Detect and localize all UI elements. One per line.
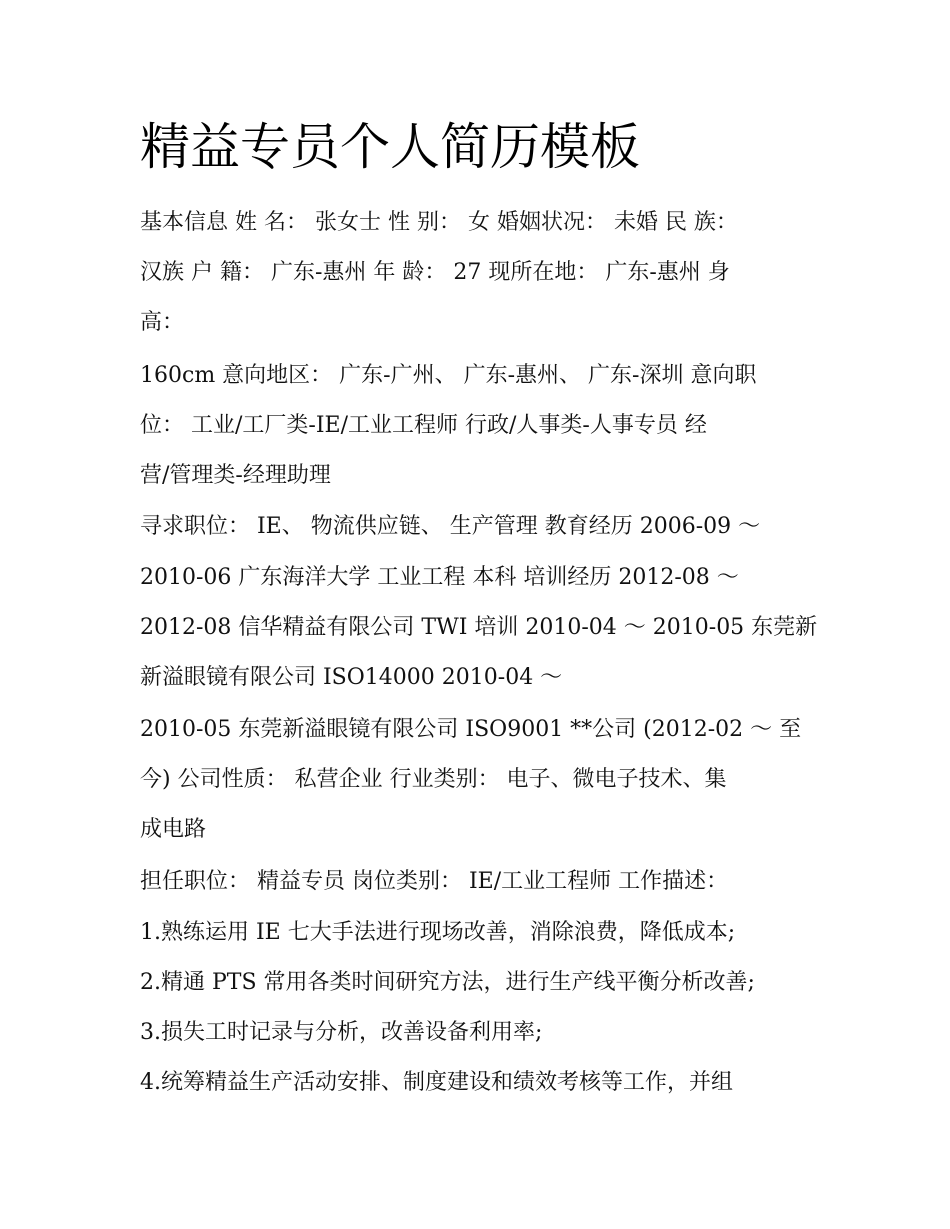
text-line: 担任职位： 精益专员 岗位类别： IE/工业工程师 工作描述：	[140, 869, 729, 894]
text-line: 2010-06 广东海洋大学 工业工程 本科 培训经历 2012-08 ～	[140, 565, 739, 590]
text-line: 4.统筹精益生产活动安排、制度建设和绩效考核等工作，并组	[140, 1070, 733, 1095]
text-line: 成电路	[140, 817, 207, 842]
text-line: 1.熟练运用 IE 七大手法进行现场改善，消除浪费，降低成本;	[140, 920, 736, 945]
text-line: 3.损失工时记录与分析，改善设备利用率;	[140, 1020, 543, 1045]
text-line: 2010-05 东莞新溢眼镜有限公司 ISO9001 **公司 (2012-02 ～ 至	[140, 717, 802, 742]
text-line: 新溢眼镜有限公司 ISO14000 2010-04 ～	[140, 665, 563, 690]
text-line: 2012-08 信华精益有限公司 TWI 培训 2010-04 ～ 2010-05 东莞新	[140, 615, 818, 640]
text-line: 营/管理类-经理助理	[140, 463, 331, 488]
text-line: 今) 公司性质： 私营企业 行业类别： 电子、微电子技术、集	[140, 767, 727, 792]
text-line: 2.精通 PTS 常用各类时间研究方法，进行生产线平衡分析改善;	[140, 970, 755, 995]
text-line: 基本信息 姓 名： 张女士 性 别： 女 婚姻状况： 未婚 民 族：	[140, 210, 738, 235]
text-line: 汉族 户 籍： 广东-惠州 年 龄： 27 现所在地： 广东-惠州 身	[140, 260, 730, 285]
text-line: 160cm 意向地区： 广东-广州、 广东-惠州、 广东-深圳 意向职	[140, 363, 757, 388]
text-line: 高：	[140, 310, 185, 335]
text-line: 寻求职位： IE、 物流供应链、 生产管理 教育经历 2006-09 ～	[140, 514, 761, 539]
document-title: 精益专员个人简历模板	[140, 118, 640, 176]
text-line: 位： 工业/工厂类-IE/工业工程师 行政/人事类-人事专员 经	[140, 413, 707, 438]
